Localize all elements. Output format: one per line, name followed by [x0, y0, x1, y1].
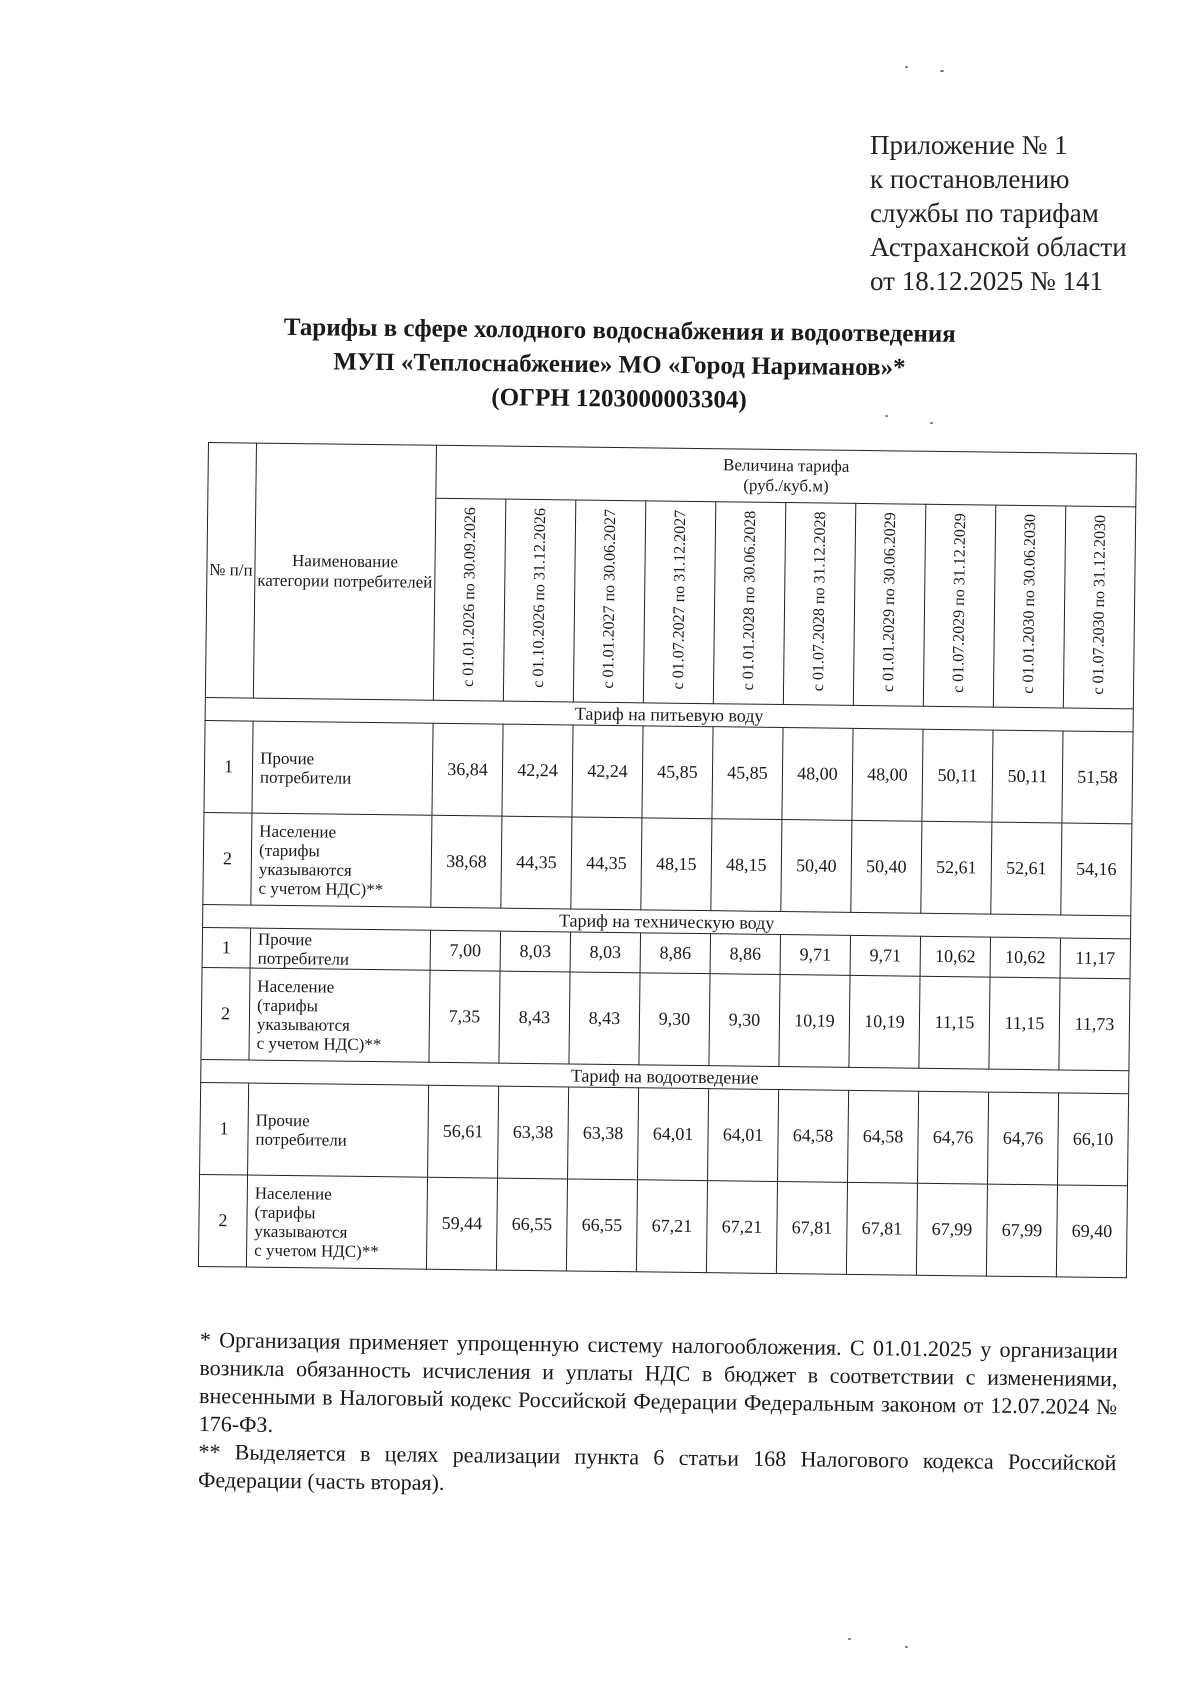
- row-number: 2: [203, 812, 252, 905]
- tariff-cell: 44,35: [501, 816, 572, 909]
- tariff-cell: 8,43: [499, 971, 570, 1064]
- tariff-cell: 9,30: [639, 973, 710, 1066]
- category-name: [249, 968, 430, 1062]
- tariff-cell: 64,01: [708, 1089, 779, 1182]
- tariff-cell: 52,61: [921, 821, 992, 914]
- appendix-line: Приложение № 1: [870, 130, 1068, 160]
- period-label: с 01.01.2026 по 30.09.2026: [460, 507, 480, 688]
- category-line: указываются: [256, 1014, 351, 1035]
- tariff-cell: 66,55: [566, 1179, 637, 1272]
- period-label: с 01.07.2027 по 31.12.2027: [670, 509, 690, 690]
- period-header: [643, 501, 715, 704]
- period-header: [993, 505, 1065, 708]
- scan-speck: [905, 1646, 908, 1648]
- tariff-cell: 9,30: [709, 974, 780, 1067]
- period-label: с 01.07.2028 по 31.12.2028: [810, 511, 830, 692]
- header-category: Наименование категории потребителей: [253, 443, 436, 700]
- appendix-reference: [870, 128, 1190, 298]
- tariff-cell: 64,76: [987, 1092, 1058, 1185]
- category-line: указываются: [258, 859, 352, 880]
- header-tariff-value: [436, 445, 1137, 507]
- row-number: 1: [202, 927, 250, 968]
- category-line: (тарифы: [257, 995, 319, 1015]
- period-label: с 01.01.2027 по 30.06.2027: [600, 508, 620, 689]
- tariff-cell: 38,68: [431, 815, 502, 908]
- tariff-cell: 67,99: [986, 1184, 1057, 1277]
- section-heading: Тариф на питьевую воду: [205, 697, 1133, 731]
- period-header: [433, 498, 505, 701]
- appendix-line: к постановлению: [870, 164, 1070, 194]
- tariff-cell: 10,62: [990, 937, 1060, 978]
- category-line: потребители: [257, 948, 350, 969]
- period-label: с 01.01.2029 по 30.06.2029: [879, 512, 900, 693]
- header-tariff-unit: (руб./куб.м): [743, 475, 829, 496]
- category-line: Прочие: [257, 929, 313, 949]
- tariff-cell: 9,71: [850, 935, 920, 976]
- tariff-cell: 36,84: [432, 723, 503, 816]
- tariff-cell: 7,00: [430, 930, 500, 971]
- tariff-cell: 50,40: [851, 820, 922, 913]
- scan-speck: [905, 66, 908, 68]
- title-line: МУП «Теплоснабжение» МО «Город Нариманов»*: [333, 348, 906, 382]
- tariff-cell: 66,10: [1057, 1093, 1128, 1186]
- tariff-cell: 10,62: [920, 936, 990, 977]
- tariff-cell: 8,03: [500, 931, 570, 972]
- appendix-line: Астраханской области: [870, 232, 1127, 262]
- tariff-cell: 42,24: [572, 725, 643, 818]
- category-line: потребители: [259, 767, 352, 788]
- category-line: потребители: [255, 1129, 347, 1150]
- period-header: [573, 500, 645, 703]
- category-name: [246, 1175, 427, 1269]
- tariff-cell: 8,86: [640, 933, 710, 974]
- tariff-cell: 64,58: [848, 1090, 919, 1183]
- period-header: [503, 499, 575, 702]
- period-label: с 01.10.2026 по 31.12.2026: [530, 508, 550, 688]
- tariff-cell: 11,15: [919, 976, 990, 1069]
- tariff-cell: 44,35: [571, 817, 642, 910]
- period-header: [783, 503, 855, 706]
- row-number: 1: [204, 720, 253, 813]
- title-line: Тарифы в сфере холодного водоснабжения и водоотведения: [283, 313, 956, 348]
- tariff-cell: 51,58: [1062, 731, 1133, 824]
- tariff-cell: 63,38: [568, 1087, 639, 1180]
- period-header: [713, 502, 785, 705]
- row-number: 1: [200, 1082, 249, 1175]
- tariff-cell: 48,00: [852, 728, 923, 821]
- tariff-cell: 10,19: [779, 975, 850, 1068]
- category-line: Население: [254, 1183, 332, 1204]
- header-tariff-label: Величина тарифа: [722, 455, 850, 476]
- period-header: [923, 504, 995, 707]
- tariff-cell: 8,86: [710, 934, 780, 975]
- tariff-cell: 11,73: [1059, 978, 1130, 1071]
- tariff-cell: 7,35: [429, 970, 500, 1063]
- section-heading: Тариф на техническую воду: [203, 904, 1131, 938]
- category-line: Прочие: [255, 1110, 310, 1130]
- category-name: [252, 721, 433, 815]
- category-line: с учетом НДС)**: [258, 878, 384, 899]
- tariff-cell: 10,19: [849, 975, 920, 1068]
- tariff-cell: 48,15: [711, 819, 782, 912]
- appendix-line: службы по тарифам: [870, 198, 1099, 228]
- tariff-cell: 54,16: [1061, 823, 1132, 916]
- tariff-cell: 50,11: [992, 730, 1063, 823]
- tariff-cell: 45,85: [712, 727, 783, 820]
- tariff-cell: 67,21: [706, 1181, 777, 1274]
- category-name: [248, 1083, 429, 1177]
- category-line: с учетом НДС)**: [254, 1240, 379, 1261]
- tariff-cell: 64,01: [638, 1088, 709, 1181]
- scan-speck: [848, 1638, 851, 1640]
- tariff-cell: 56,61: [428, 1085, 499, 1178]
- tariff-cell: 45,85: [642, 726, 713, 819]
- tariff-cell: 67,81: [776, 1182, 847, 1275]
- period-label: с 01.01.2028 по 30.06.2028: [740, 510, 760, 691]
- tariff-cell: 9,71: [780, 935, 850, 976]
- footnote-1: * Организация применяет упрощенную систему налогообложения. С 01.01.2025 у организации возникла обязанность исчисления и уплаты НДС в бюджет в соответствии с изменениями, внесенными в Налоговый кодекс Российской Федерации Федеральным законом от 12.07.2024 № 176-ФЗ.: [198, 1326, 1118, 1437]
- scan-speck: [940, 70, 944, 72]
- title-line: (ОГРН 1203000003304): [491, 384, 747, 414]
- period-label: с 01.07.2030 по 31.12.2030: [1089, 514, 1110, 695]
- category-line: (тарифы: [254, 1202, 316, 1222]
- category-name: [250, 928, 430, 970]
- category-line: с учетом НДС)**: [256, 1033, 382, 1054]
- tariff-cell: 64,76: [917, 1091, 988, 1184]
- tariff-cell: 8,03: [570, 932, 640, 973]
- row-number: 2: [198, 1174, 247, 1267]
- period-label: с 01.01.2030 по 30.06.2030: [1019, 514, 1040, 694]
- tariff-cell: 64,58: [778, 1090, 849, 1183]
- category-line: Население: [259, 821, 337, 842]
- tariff-cell: 11,17: [1060, 938, 1130, 979]
- period-header: [853, 503, 925, 706]
- appendix-line: от 18.12.2025 № 141: [870, 266, 1103, 296]
- tariff-cell: 48,15: [641, 818, 712, 911]
- category-line: Прочие: [260, 748, 315, 768]
- tariff-cell: 66,55: [496, 1178, 567, 1271]
- tariff-cell: 67,81: [846, 1182, 917, 1275]
- tariff-cell: 42,24: [502, 724, 573, 817]
- scan-speck: [930, 422, 933, 424]
- tariff-cell: 50,40: [781, 820, 852, 913]
- period-label: с 01.07.2029 по 31.12.2029: [949, 513, 970, 694]
- tariff-cell: 48,00: [782, 728, 853, 821]
- header-number: № п/п: [205, 443, 256, 699]
- category-line: (тарифы: [258, 840, 321, 860]
- tariff-cell: 52,61: [991, 822, 1062, 915]
- period-header: [1063, 506, 1135, 709]
- tariff-cell: 8,43: [569, 972, 640, 1065]
- footnote-2: ** Выделяется в целях реализации пункта 6 статьи 168 Налогового кодекса Российской Федерации (часть вторая).: [197, 1438, 1117, 1495]
- tariff-cell: 50,11: [922, 729, 993, 822]
- section-heading: Тариф на водоотведение: [201, 1059, 1129, 1093]
- tariff-cell: 59,44: [426, 1177, 497, 1270]
- category-line: Население: [257, 976, 335, 997]
- tariff-cell: 69,40: [1056, 1185, 1127, 1278]
- footnotes: [198, 1326, 1118, 1505]
- tariff-cell: 67,21: [636, 1180, 707, 1273]
- tariff-cell: 63,38: [498, 1086, 569, 1179]
- category-name: [251, 813, 432, 907]
- category-line: указываются: [254, 1221, 348, 1242]
- tariff-table: [198, 442, 1137, 1278]
- tariff-cell: 67,99: [916, 1183, 987, 1276]
- tariff-cell: 11,15: [989, 977, 1060, 1070]
- row-number: 2: [201, 967, 250, 1060]
- document-title: [199, 310, 1040, 421]
- tariff-table-wrapper: [198, 442, 1137, 1278]
